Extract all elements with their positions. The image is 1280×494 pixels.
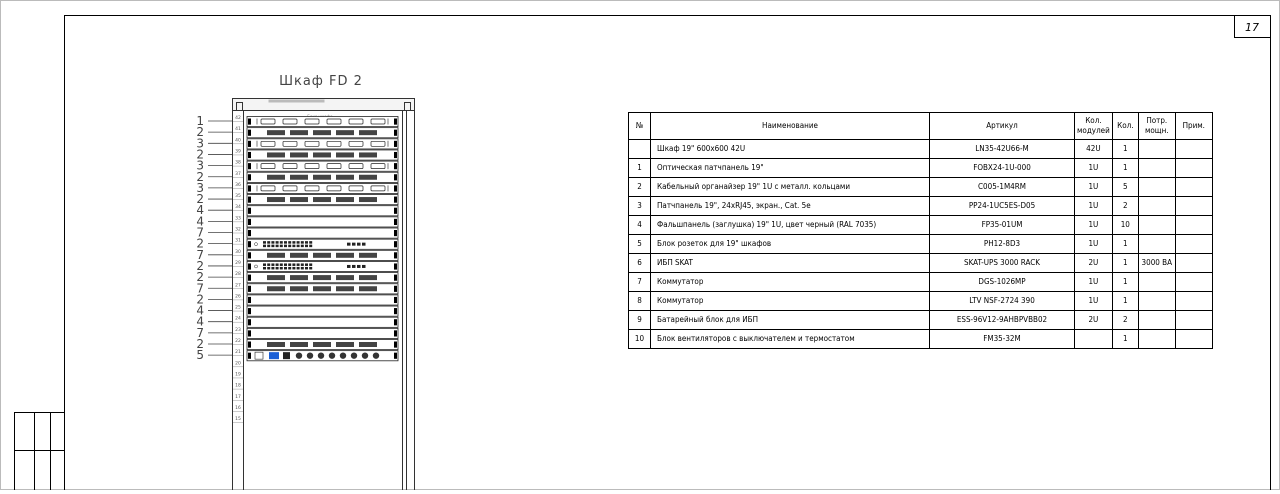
cell-num: 8 [629, 292, 651, 311]
cell-article: FP35-01UM [930, 216, 1075, 235]
table-row [629, 197, 1213, 216]
rack-callouts [196, 114, 232, 362]
cell-qty: 1 [1112, 273, 1138, 292]
header-num: № [629, 113, 651, 140]
callout-number: 2 [196, 236, 204, 251]
cell-num: 5 [629, 235, 651, 254]
cell-modules: 1U [1075, 292, 1113, 311]
cell-name: Кабельный органайзер 19" 1U с металл. кольцами [651, 178, 930, 197]
cell-note [1175, 235, 1212, 254]
rack-unit-switch [247, 239, 398, 249]
cell-article: LTV NSF-2724 390 [930, 292, 1075, 311]
callout-number: 2 [196, 169, 204, 184]
cell-power [1138, 235, 1175, 254]
unit-number: 23 [235, 327, 241, 333]
cell-qty: 1 [1112, 292, 1138, 311]
cell-power [1138, 311, 1175, 330]
table-header-row [629, 113, 1213, 140]
cell-num: 3 [629, 197, 651, 216]
table-row [629, 216, 1213, 235]
cell-modules [1075, 330, 1113, 349]
cell-article: FOBX24-1U-000 [930, 159, 1075, 178]
callout-number: 7 [196, 281, 204, 296]
cell-power [1138, 197, 1175, 216]
rack-top [233, 99, 415, 111]
unit-number: 40 [235, 138, 241, 144]
cell-article: PH12-8D3 [930, 235, 1075, 254]
cell-modules: 1U [1075, 216, 1113, 235]
cell-num: 6 [629, 254, 651, 273]
rack-unit-org [247, 128, 398, 138]
cell-modules: 2U [1075, 254, 1113, 273]
unit-number: 42 [235, 116, 241, 121]
callout-number: 4 [196, 214, 204, 229]
unit-number: 20 [235, 361, 241, 367]
cell-name: Оптическая патчпанель 19" [651, 159, 930, 178]
unit-number: 33 [235, 216, 241, 222]
callout-number: 4 [196, 203, 204, 218]
header-article: Артикул [930, 113, 1075, 140]
callout-number: 2 [196, 258, 204, 273]
cell-name: Патчпанель 19", 24хRJ45, экран., Cat. 5e [651, 197, 930, 216]
header-modules-line2: модулей [1077, 126, 1110, 135]
cell-modules: 42U [1075, 140, 1113, 159]
cell-modules: 1U [1075, 273, 1113, 292]
side-stamp [14, 412, 64, 490]
cell-note [1175, 330, 1212, 349]
cell-note [1175, 178, 1212, 197]
cell-name: ИБП SKAT [651, 254, 930, 273]
rack-unit-numbers [235, 115, 241, 422]
cell-num: 1 [629, 159, 651, 178]
header-modules [1075, 113, 1113, 140]
cell-name: Блок вентиляторов с выключателем и термостатом [651, 330, 930, 349]
rack-unit-org [247, 250, 398, 260]
rack-unit-switch [247, 261, 398, 271]
rack-unit-patch [247, 117, 398, 127]
rack-unit-org [247, 340, 398, 350]
cell-power [1138, 292, 1175, 311]
header-note: Прим. [1175, 113, 1212, 140]
callout-number: 4 [196, 303, 204, 318]
cell-modules: 1U [1075, 235, 1113, 254]
header-qty: Кол. [1112, 113, 1138, 140]
cell-name: Блок розеток для 19" шкафов [651, 235, 930, 254]
cell-note [1175, 273, 1212, 292]
cell-power: 3000 ВА [1138, 254, 1175, 273]
cell-modules: 1U [1075, 159, 1113, 178]
cell-power [1138, 178, 1175, 197]
table-row [629, 273, 1213, 292]
callout-number: 5 [196, 348, 204, 363]
cell-num: 10 [629, 330, 651, 349]
rack-units [233, 117, 398, 423]
callout-number: 2 [196, 292, 204, 307]
cell-num [629, 140, 651, 159]
header-power-line1: Потр. [1146, 116, 1168, 125]
unit-number: 18 [235, 383, 241, 389]
table-row [629, 254, 1213, 273]
unit-number: 19 [235, 372, 241, 378]
cell-article: SKAT-UPS 3000 RACK [930, 254, 1075, 273]
cell-name: Шкаф 19" 600х600 42U [651, 140, 930, 159]
unit-number: 41 [235, 127, 241, 133]
rack-unit-org [247, 273, 398, 283]
unit-number: 38 [235, 160, 241, 166]
unit-number: 36 [235, 182, 241, 188]
cell-power [1138, 216, 1175, 235]
cell-note [1175, 197, 1212, 216]
cell-note [1175, 159, 1212, 178]
rack-unit-org [247, 195, 398, 205]
cell-power [1138, 273, 1175, 292]
unit-number: 25 [235, 305, 241, 311]
cell-qty: 1 [1112, 330, 1138, 349]
unit-number: 24 [235, 316, 241, 322]
unit-number: 30 [235, 249, 241, 255]
table-row [629, 178, 1213, 197]
rack-unit-blank [247, 306, 398, 316]
unit-number: 28 [235, 272, 241, 278]
rack-unit-patch [247, 183, 398, 193]
cell-qty: 1 [1112, 254, 1138, 273]
unit-number: 15 [235, 417, 241, 423]
table-row [629, 235, 1213, 254]
cell-qty: 1 [1112, 140, 1138, 159]
cell-article: DGS-1026MP [930, 273, 1075, 292]
table-row [629, 140, 1213, 159]
cell-power [1138, 159, 1175, 178]
cell-article: LN35-42U66-M [930, 140, 1075, 159]
table-row [629, 292, 1213, 311]
cell-modules: 1U [1075, 178, 1113, 197]
cell-num: 2 [629, 178, 651, 197]
table-row [629, 311, 1213, 330]
cell-num: 9 [629, 311, 651, 330]
callout-number: 1 [196, 114, 204, 128]
equipment-spec-table [628, 112, 1213, 349]
cell-num: 4 [629, 216, 651, 235]
callout-number: 7 [196, 247, 204, 262]
rack-unit-blank [247, 317, 398, 327]
rack-unit-blank [247, 228, 398, 238]
unit-number: 16 [235, 405, 241, 411]
rack-unit-org [247, 284, 398, 294]
cell-note [1175, 292, 1212, 311]
callout-number: 2 [196, 192, 204, 207]
unit-number: 27 [235, 283, 241, 289]
sheet-number: 17 [1245, 21, 1259, 34]
table-row [629, 330, 1213, 349]
cell-article: PP24-1UC5ES-D05 [930, 197, 1075, 216]
cell-qty: 1 [1112, 159, 1138, 178]
callout [196, 348, 232, 362]
table-row [629, 159, 1213, 178]
header-name: Наименование [651, 113, 930, 140]
unit-number: 35 [235, 194, 241, 200]
cell-modules: 2U [1075, 311, 1113, 330]
cell-name: Коммутатор [651, 273, 930, 292]
callout-number: 2 [196, 337, 204, 351]
rack-unit-blank [247, 206, 398, 216]
header-modules-line1: Кол. [1085, 116, 1102, 125]
cell-note [1175, 311, 1212, 330]
callout-number: 2 [196, 147, 204, 162]
unit-number: 34 [235, 205, 241, 211]
cell-name: Фальшпанель (заглушка) 19" 1U, цвет черный (RAL 7035) [651, 216, 930, 235]
unit-number: 21 [235, 350, 241, 356]
cell-power [1138, 140, 1175, 159]
cell-article: ESS-96V12-9AHBPVBB02 [930, 311, 1075, 330]
rack-unit-blank [247, 217, 398, 227]
rack-unit-pdu [247, 351, 398, 361]
rack-unit-blank [247, 328, 398, 338]
unit-number: 37 [235, 171, 241, 177]
callout-number: 3 [196, 158, 204, 173]
unit-number: 31 [235, 238, 241, 244]
callout-number: 2 [196, 270, 204, 285]
callout-number: 4 [196, 314, 204, 329]
rack-unit-patch [247, 161, 398, 171]
rack-unit-blank [247, 295, 398, 305]
header-power [1138, 113, 1175, 140]
unit-number: 32 [235, 227, 241, 233]
rack-unit-org [247, 172, 398, 182]
callout-number: 7 [196, 325, 204, 340]
cell-modules: 1U [1075, 197, 1113, 216]
unit-number: 26 [235, 294, 241, 300]
unit-number: 22 [235, 339, 241, 344]
cell-name: Батарейный блок для ИБП [651, 311, 930, 330]
cell-power [1138, 330, 1175, 349]
cell-article: C005-1M4RM [930, 178, 1075, 197]
cell-note [1175, 140, 1212, 159]
cell-name: Коммутатор [651, 292, 930, 311]
callout-number: 2 [196, 125, 204, 140]
cell-qty: 2 [1112, 311, 1138, 330]
callout-number: 7 [196, 225, 204, 240]
rack-unit-patch [247, 139, 398, 149]
cell-note [1175, 254, 1212, 273]
rack-title: Шкаф FD 2 [279, 74, 363, 89]
cell-qty: 2 [1112, 197, 1138, 216]
callout-number: 3 [196, 180, 204, 195]
rack-unit-org [247, 150, 398, 160]
cell-qty: 1 [1112, 235, 1138, 254]
callout-number: 3 [196, 136, 204, 151]
cell-qty: 5 [1112, 178, 1138, 197]
cell-article: FM35-32M [930, 330, 1075, 349]
header-power-line2: мощн. [1144, 126, 1169, 135]
cell-note [1175, 216, 1212, 235]
cell-num: 7 [629, 273, 651, 292]
cell-qty: 10 [1112, 216, 1138, 235]
unit-number: 17 [235, 394, 241, 400]
unit-number: 29 [235, 260, 241, 266]
unit-number: 39 [235, 149, 241, 155]
